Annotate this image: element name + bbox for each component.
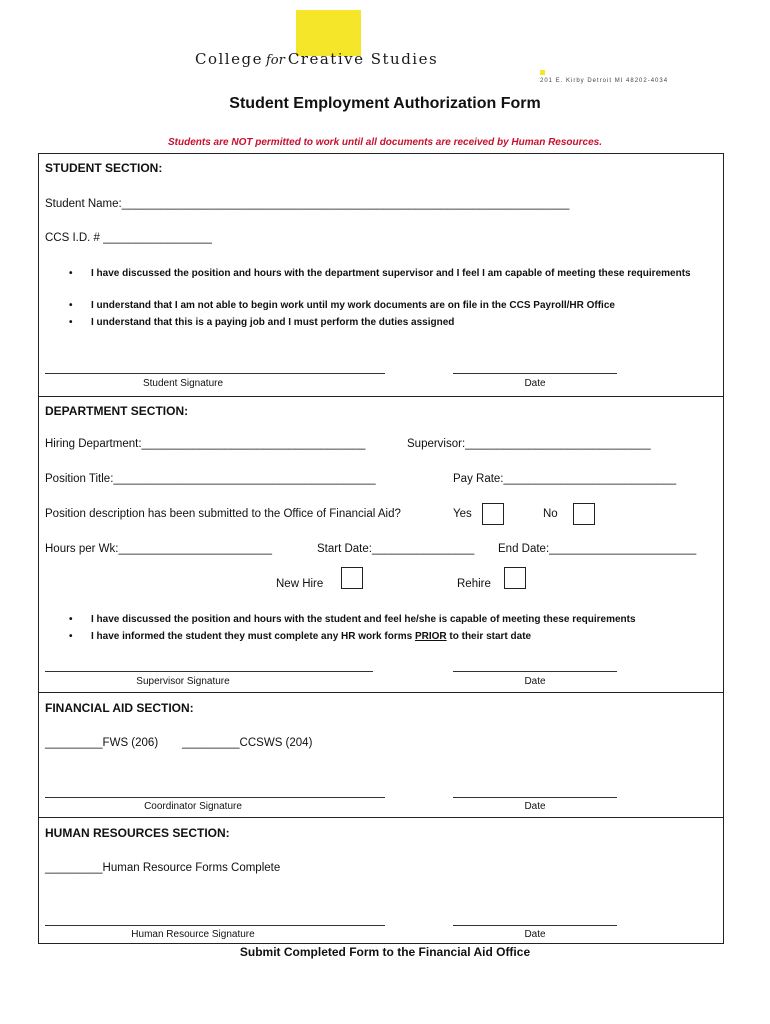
no-label: No: [543, 508, 558, 520]
human-resources-section: [38, 817, 724, 944]
form-title: Student Employment Authorization Form: [229, 95, 541, 112]
hr-date-caption: Date: [524, 929, 546, 940]
student-signature-caption: Student Signature: [142, 378, 224, 389]
new-hire-label: New Hire: [276, 578, 324, 590]
warning-text: Students are NOT permitted to work until all documents are received by Human Resources.: [168, 137, 602, 148]
student-heading: STUDENT SECTION:: [45, 161, 163, 175]
no-checkbox[interactable]: [573, 503, 595, 525]
bullet-text: I understand that I am not able to begin work until my work documents are on file in the CCS Payroll/HR Office: [91, 300, 615, 311]
hr-signature-caption: Human Resource Signature: [131, 929, 255, 940]
supervisor-date-caption: Date: [524, 676, 546, 687]
supervisor-date-line[interactable]: [453, 671, 617, 672]
bullet-text-post: to their start date: [446, 631, 532, 642]
list-item: • I have discussed the position and hours with the department supervisor and I feel I am capable of meeting these requirements: [69, 268, 691, 279]
coordinator-signature-caption: Coordinator Signature: [144, 801, 242, 812]
list-item: • I understand that this is a paying job and I must perform the duties assigned: [69, 317, 455, 328]
position-description-question: Position description has been submitted to the Office of Financial Aid?: [45, 508, 401, 520]
hiring-department-field[interactable]: Hiring Department:___________________________________: [45, 438, 366, 450]
yes-checkbox[interactable]: [482, 503, 504, 525]
logo-dot: [540, 70, 545, 75]
new-hire-checkbox[interactable]: [341, 567, 363, 589]
logo-word-college: College: [195, 50, 263, 68]
hours-per-week-field[interactable]: Hours per Wk:________________________: [45, 543, 272, 555]
start-date-field[interactable]: Start Date:________________: [317, 543, 475, 555]
bullet-text: I understand that this is a paying job and I must perform the duties assigned: [91, 317, 455, 328]
student-date-line[interactable]: [453, 373, 617, 374]
student-date-caption: Date: [524, 378, 546, 389]
hr-date-line[interactable]: [453, 925, 617, 926]
college-logo: [195, 50, 438, 68]
hr-forms-complete-field[interactable]: _________Human Resource Forms Complete: [45, 862, 281, 874]
list-item: • I have informed the student they must complete any HR work forms PRIOR to their start date: [69, 631, 532, 642]
bullet-text-pre: I have informed the student they must complete any HR work forms: [91, 631, 415, 642]
address: 201 E. Kirby Detroit MI 48202-4034: [540, 78, 669, 84]
financial-aid-heading: FINANCIAL AID SECTION:: [45, 701, 194, 715]
financial-aid-section: [38, 692, 724, 818]
supervisor-field[interactable]: Supervisor:_____________________________: [407, 438, 651, 450]
coordinator-date-line[interactable]: [453, 797, 617, 798]
list-item: • I understand that I am not able to begin work until my work documents are on file in the CCS Payroll/HR Office: [69, 300, 615, 311]
fws-field[interactable]: _________FWS (206): [45, 737, 159, 749]
list-item: • I have discussed the position and hours with the student and feel he/she is capable of meeting these requirements: [69, 614, 636, 625]
position-title-field[interactable]: Position Title:_________________________________________: [45, 473, 376, 485]
supervisor-signature-caption: Supervisor Signature: [136, 676, 230, 687]
department-section: [38, 396, 724, 693]
hr-heading: HUMAN RESOURCES SECTION:: [45, 826, 230, 840]
pay-rate-field[interactable]: Pay Rate:___________________________: [453, 473, 677, 485]
logo-word-creative-studies: Creative Studies: [287, 50, 439, 68]
rehire-checkbox[interactable]: [504, 567, 526, 589]
ccsws-field[interactable]: _________CCSWS (204): [182, 737, 313, 749]
yes-label: Yes: [453, 508, 472, 520]
student-name-field[interactable]: Student Name:______________________________________________________________________: [45, 198, 570, 210]
rehire-label: Rehire: [457, 578, 491, 590]
student-signature-line[interactable]: [45, 373, 385, 374]
coordinator-signature-line[interactable]: [45, 797, 385, 798]
ccs-id-field[interactable]: CCS I.D. # _________________: [45, 232, 212, 244]
department-heading: DEPARTMENT SECTION:: [45, 404, 189, 418]
coordinator-date-caption: Date: [524, 801, 546, 812]
supervisor-signature-line[interactable]: [45, 671, 373, 672]
end-date-field[interactable]: End Date:_______________________: [498, 543, 697, 555]
bullet-text: I have discussed the position and hours with the student and feel he/she is capable of meeting these requirements: [91, 614, 636, 625]
hr-signature-line[interactable]: [45, 925, 385, 926]
student-section: [38, 153, 724, 397]
bullet-text: I have discussed the position and hours with the department supervisor and I feel I am capable of meeting these requirements: [91, 268, 691, 279]
bullet-text-emphasis: PRIOR: [414, 631, 447, 642]
footer-instruction: Submit Completed Form to the Financial Aid Office: [239, 945, 531, 959]
logo-word-for: for: [265, 53, 285, 68]
